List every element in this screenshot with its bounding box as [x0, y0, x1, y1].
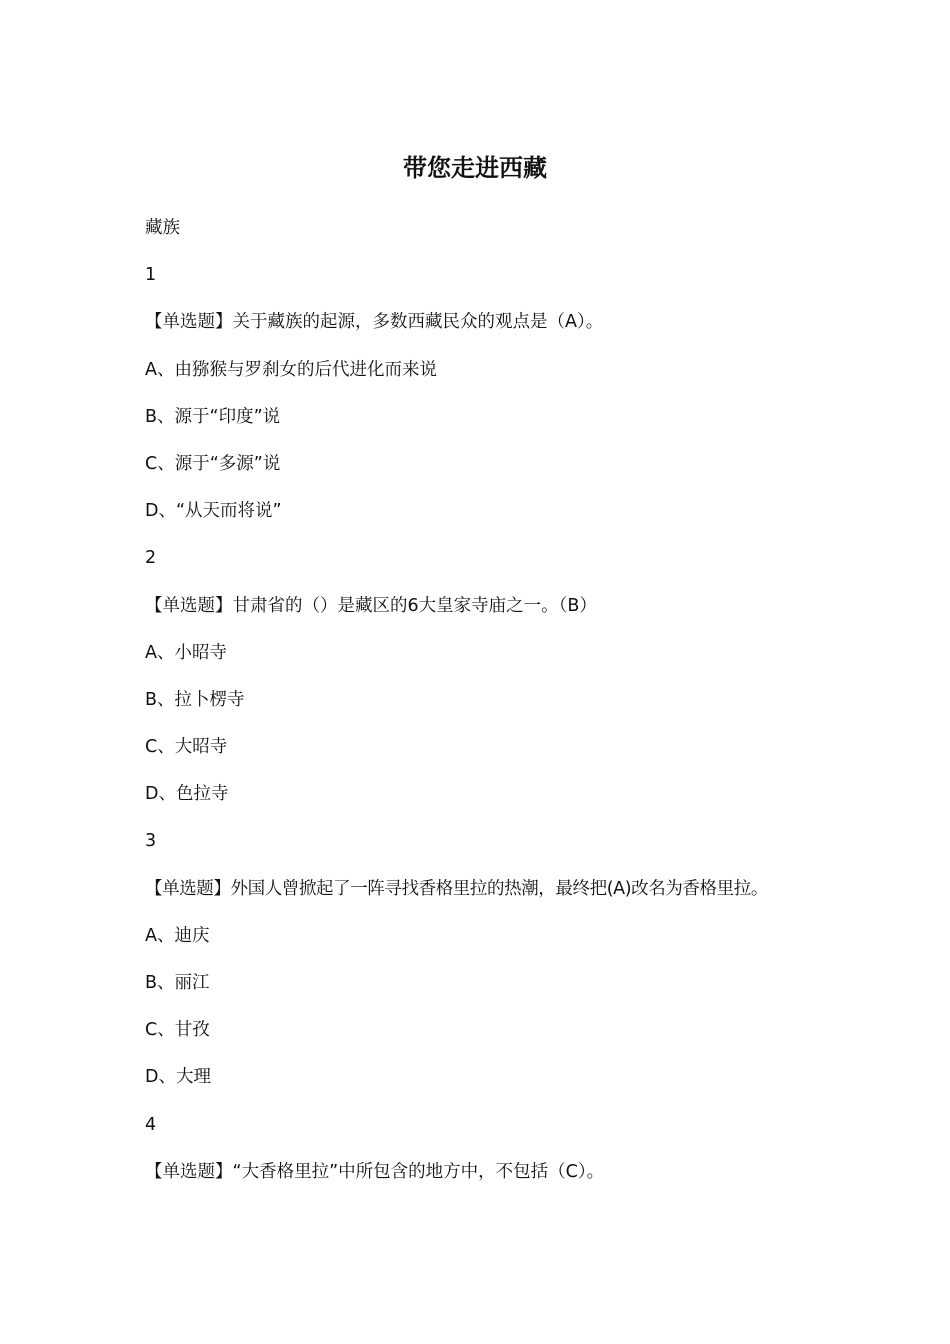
question-option: D、色拉寺: [145, 784, 229, 805]
question-text: 【单选题】关于藏族的起源，多数西藏民众的观点是（A）。: [145, 312, 604, 333]
question-option: A、迪庆: [145, 925, 210, 946]
question-option: C、源于“多源”说: [145, 453, 281, 474]
question-number: 3: [145, 831, 157, 852]
question-option: B、拉卜楞寺: [145, 689, 245, 710]
question-option: D、大理: [145, 1067, 211, 1088]
question-number: 1: [145, 265, 157, 286]
document-body: [145, 214, 845, 1205]
question-text: 【单选题】“大香格里拉”中所包含的地方中，不包括（C）。: [145, 1161, 605, 1182]
question-option: C、大昭寺: [145, 737, 228, 758]
question-option: B、丽江: [145, 973, 210, 993]
question-option: B、源于“印度”说: [145, 406, 281, 427]
question-option: A、小昭寺: [145, 642, 227, 663]
question-option: D、“从天而将说”: [145, 501, 282, 522]
document-title: 带您走进西藏: [403, 154, 547, 182]
question-option: C、甘孜: [145, 1020, 210, 1041]
section-heading: 藏族: [145, 218, 180, 238]
question-number: 4: [145, 1114, 157, 1135]
question-number: 2: [145, 548, 157, 569]
question-text: 【单选题】外国人曾掀起了一阵寻找香格里拉的热潮，最终把(A)改名为香格里拉。: [145, 878, 768, 899]
question-text: 【单选题】甘肃省的（）是藏区的6大皇家寺庙之一。（B）: [145, 595, 597, 616]
question-option: A、由猕猴与罗刹女的后代进化而来说: [145, 359, 437, 380]
